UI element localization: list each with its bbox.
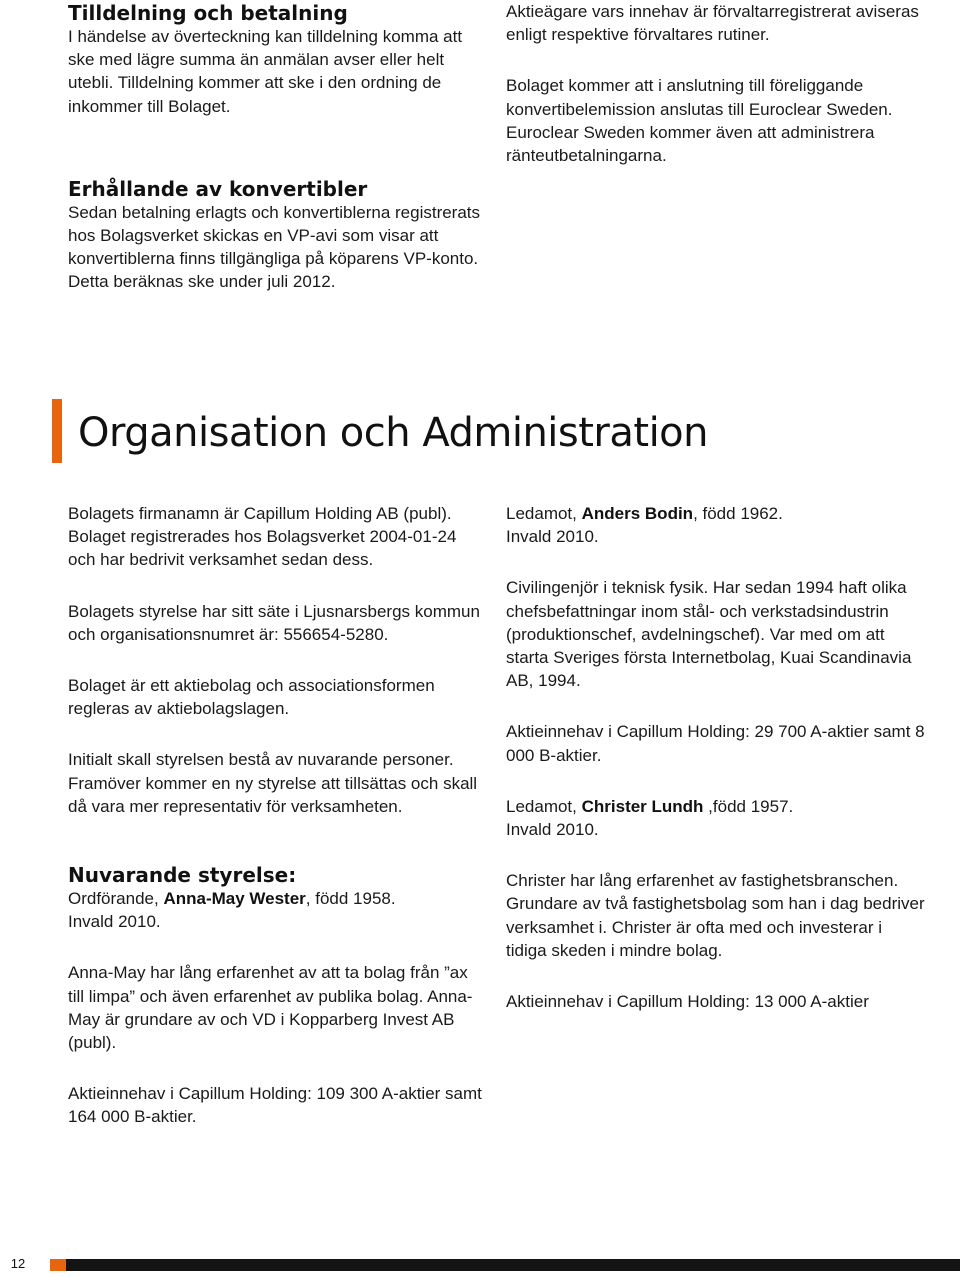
footer-accent-block xyxy=(50,1259,66,1271)
section-title: Organisation och Administration xyxy=(78,410,709,456)
member2-role: Ledamot, xyxy=(506,796,582,816)
chair-role: Ordförande, xyxy=(68,889,164,909)
member2-intro xyxy=(506,795,926,841)
bottom-left-column xyxy=(68,502,488,1157)
erhallande-heading: Erhållande av konvertibler xyxy=(68,176,368,201)
member2-bio: Christer har lång erfarenhet av fastighetsbranschen. Grundare av två fastighetsbolag som han i dag bedriver verksamhet i. Christer är ofta med och investerar i tidiga skeden i mindre bolag. xyxy=(506,871,925,960)
member1-holding: Aktieinnehav i Capillum Holding: 29 700 A-aktier samt 8 000 B-aktier. xyxy=(506,722,925,765)
member1-name: Anders Bodin xyxy=(581,504,694,523)
sate-paragraph: Bolagets styrelse har sitt säte i Ljusnarsbergs kommun och organisationsnumret är: 556654-5280. xyxy=(68,601,480,644)
member2-birth: ,född 1957. xyxy=(703,796,794,816)
member1-role: Ledamot, xyxy=(506,504,582,523)
page-number: 12 xyxy=(10,1256,26,1271)
styrelse-plan-paragraph: Initialt skall styrelsen bestå av nuvarande personer. Framöver kommer en ny styrelse att tillsättas och skall då vara mer representativ för verksamheten. xyxy=(68,750,478,816)
chair-bio: Anna-May har lång erfarenhet av att ta bolag från ”ax till limpa” och även erfarenhet av publika bolag. Anna-May är grundare av och VD i Kopparberg Invest AB (publ). xyxy=(68,963,473,1053)
chair-elected: Invald 2010. xyxy=(68,912,161,932)
aktiebolag-paragraph: Bolaget är ett aktiebolag och associationsformen regleras av aktiebolagslagen. xyxy=(68,676,435,719)
footer-bar xyxy=(66,1259,960,1271)
euroclear-paragraph: Bolaget kommer att i anslutning till föreliggande konvertibelemission anslutas till Euroclear Sweden. Euroclear Sweden kommer även att administrera ränteutbetalningarna. xyxy=(506,76,893,166)
bottom-right-column xyxy=(506,502,926,1041)
erhallande-body: Sedan betalning erlagts och konvertiblerna registrerats hos Bolagsverket skickas en VP-avi som visar att konvertiblerna finns tillgängliga på köparens VP-konto. Detta beräknas ske under juli 2012. xyxy=(68,202,481,292)
section-accent-bar xyxy=(52,399,62,463)
member1-intro xyxy=(506,502,926,548)
styrelse-heading: Nuvarande styrelse: xyxy=(68,863,297,888)
chair-intro xyxy=(68,887,488,933)
tilldelning-body: I händelse av överteckning kan tilldelning komma att ske med lägre summa än anmälan avser eller helt utebli. Tilldelning kommer att ske i den ordning de inkommer till Bolaget. xyxy=(68,27,463,116)
member2-holding: Aktieinnehav i Capillum Holding: 13 000 A-aktier xyxy=(506,992,869,1012)
member2-elected: Invald 2010. xyxy=(506,820,599,840)
member1-birth: , född 1962. xyxy=(693,504,783,523)
top-right-column xyxy=(506,0,926,195)
chair-birth: , född 1958. xyxy=(305,889,396,909)
member2-name: Christer Lundh xyxy=(581,796,704,816)
firmanamn-paragraph: Bolagets firmanamn är Capillum Holding AB (publ). Bolaget registrerades hos Bolagsverket 2004-01-24 och har bedrivit verksamhet sedan dess. xyxy=(68,504,457,570)
tilldelning-heading: Tilldelning och betalning xyxy=(68,1,348,25)
member1-bio: Civilingenjör i teknisk fysik. Har sedan 1994 haft olika chefsbefattningar inom stål- och verkstadsindustrin (produktionschef, avdelningschef). Var med om att starta Sveriges första Internetbolag, Kuai Scandinavia AB, 1994. xyxy=(506,578,912,691)
chair-name: Anna-May Wester xyxy=(163,889,306,909)
chair-holding: Aktieinnehav i Capillum Holding: 109 300 A-aktier samt 164 000 B-aktier. xyxy=(68,1084,482,1127)
top-left-column xyxy=(68,2,488,322)
member1-elected: Invald 2010. xyxy=(506,527,599,547)
forvaltare-paragraph: Aktieägare vars innehav är förvaltarregistrerat aviseras enligt respektive förvaltares rutiner. xyxy=(506,2,919,45)
